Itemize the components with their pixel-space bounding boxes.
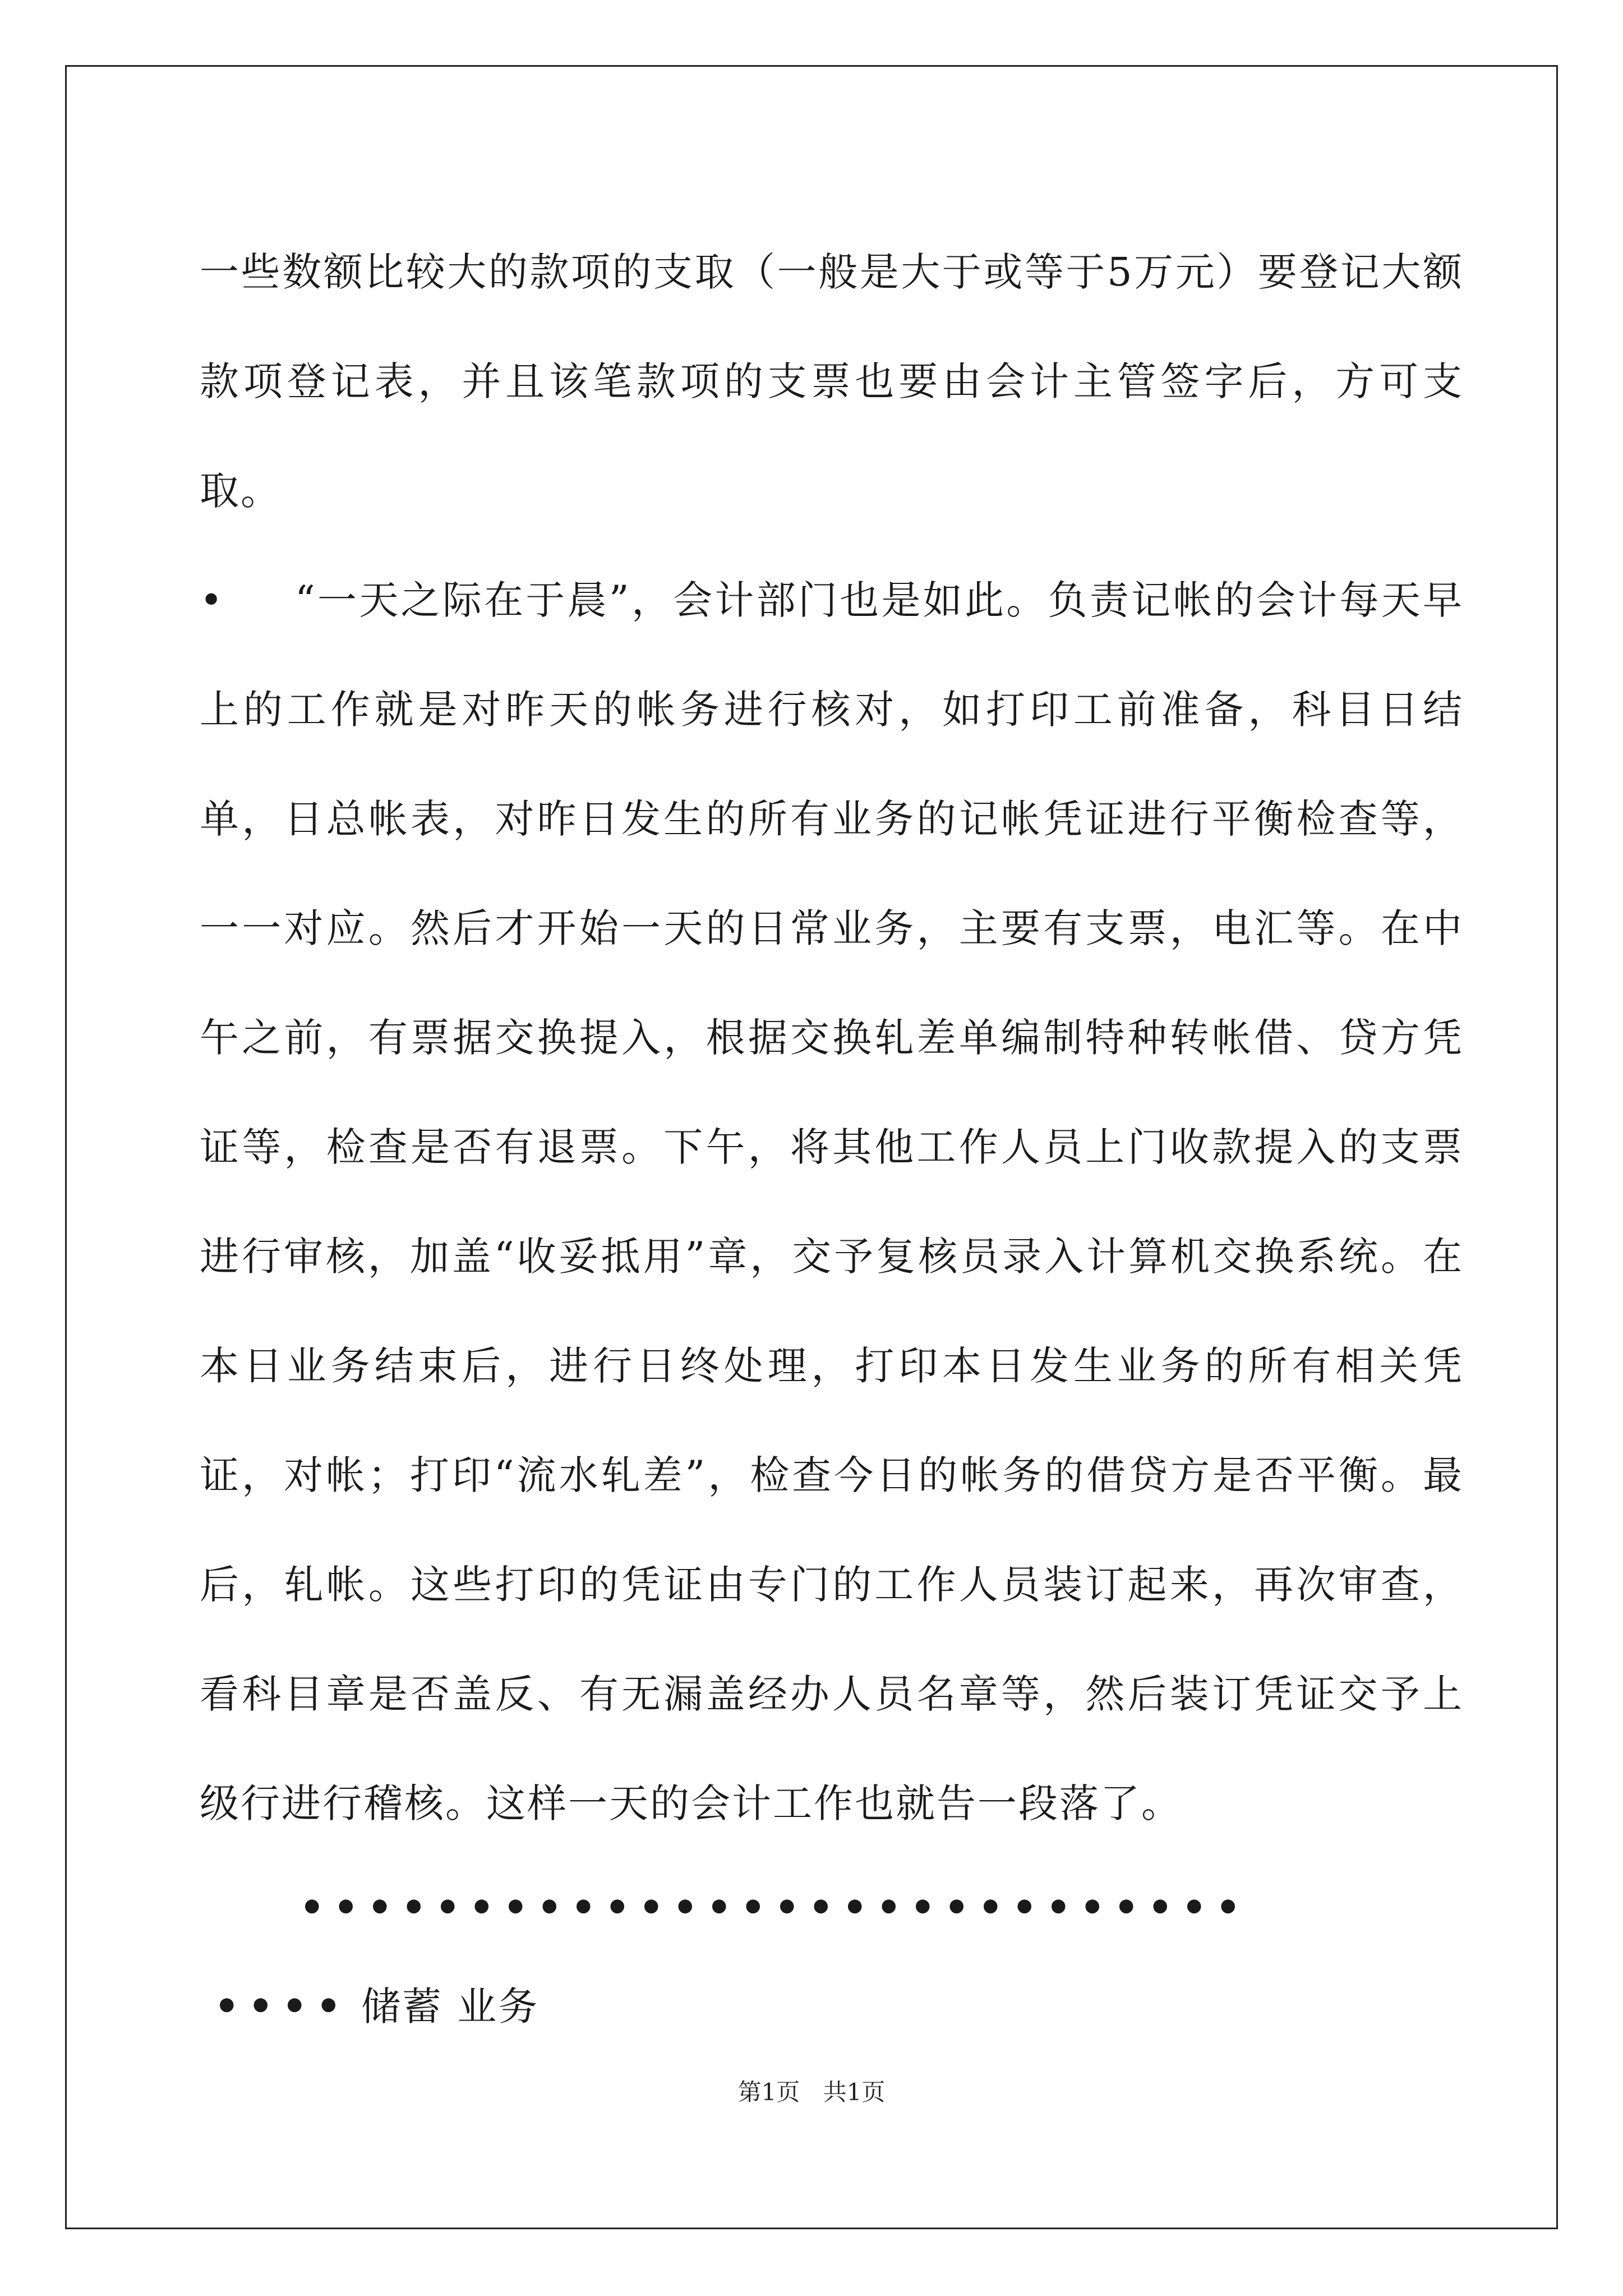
page-number-total: 共1页	[823, 2078, 886, 2106]
leader-dot: •	[978, 1884, 1003, 1931]
leader-dot: •	[214, 1983, 239, 2030]
leader-dot: •	[282, 1983, 307, 2030]
leader-dot: •	[316, 1983, 342, 2030]
leader-dot: •	[1012, 1884, 1038, 1931]
dot-leader-dots	[210, 1984, 345, 2030]
paragraph-large-withdrawal: 一些数额比较大的款项的支取（一般是大于或等于5万元）要登记大额款项登记表，并且该笔款项的支票也要由会计主管签字后，方可支取。	[200, 249, 1464, 514]
leader-dot: •	[537, 1884, 562, 1931]
leader-dot: •	[842, 1884, 868, 1931]
leader-dot: •	[1215, 1884, 1241, 1931]
leader-dot: •	[706, 1884, 732, 1931]
bullet-icon: •	[200, 577, 225, 623]
leader-dot: •	[248, 1983, 274, 2030]
leader-dot: •	[435, 1884, 460, 1931]
leader-dot: •	[638, 1884, 664, 1931]
leader-dot: •	[1181, 1884, 1207, 1931]
leader-dot: •	[469, 1884, 495, 1931]
leader-dot: •	[774, 1884, 800, 1931]
dot-leader-row-1	[200, 1858, 1464, 1957]
leader-dot: •	[1113, 1884, 1139, 1931]
page-footer	[0, 2076, 1623, 2109]
leader-dot: •	[740, 1884, 766, 1931]
paragraph-daily-accounting	[200, 546, 1464, 1858]
leader-dot: •	[401, 1884, 427, 1931]
leader-dot: •	[876, 1884, 902, 1931]
leader-dot: •	[367, 1884, 393, 1931]
leader-dot: •	[1045, 1884, 1071, 1931]
leader-dot: •	[944, 1884, 970, 1931]
leader-dot: •	[299, 1884, 325, 1931]
leader-dot: •	[570, 1884, 596, 1931]
leader-dot: •	[672, 1884, 698, 1931]
leader-dot: •	[910, 1884, 935, 1931]
leader-dot: •	[808, 1884, 834, 1931]
paragraph-daily-accounting-text: “一天之际在于晨”，会计部门也是如此。负责记帐的会计每天早上的工作就是对昨天的帐务进行核对，如打印工前准备，科目日结单，日总帐表，对昨日发生的所有业务的记帐凭证进行平衡检查等，一一对应。然后才开始一天的日常业务，主要有支票，电汇等。在中午之前，有票据交换提入，根据交换轧差单编制特种转帐借、贷方凭证等，检查是否有退票。下午，将其他工作人员上门收款提入的支票进行审核，加盖“收妥抵用”章，交予复核员录入计算机交换系统。在本日业务结束后，进行日终处理，打印本日发生业务的所有相关凭证，对帐；打印“流水轧差”，检查今日的帐务的借贷方是否平衡。最后，轧帐。这些打印的凭证由专门的工作人员装订起来，再次审查，看科目章是否盖反、有无漏盖经办人员名章等，然后装订凭证交予上级行进行稽核。这样一天的会计工作也就告一段落了。	[200, 577, 1464, 1826]
leader-dot: •	[1147, 1884, 1173, 1931]
leader-dot: •	[1080, 1884, 1105, 1931]
page-number-current: 第1页	[737, 2078, 800, 2106]
leader-dot: •	[502, 1884, 528, 1931]
document-body	[200, 218, 1464, 2056]
leader-dot: •	[605, 1884, 630, 1931]
dot-leader-row-2	[200, 1957, 1464, 2056]
leader-dot: •	[333, 1884, 359, 1931]
section-heading-savings: 储蓄 业务	[361, 1984, 540, 2030]
